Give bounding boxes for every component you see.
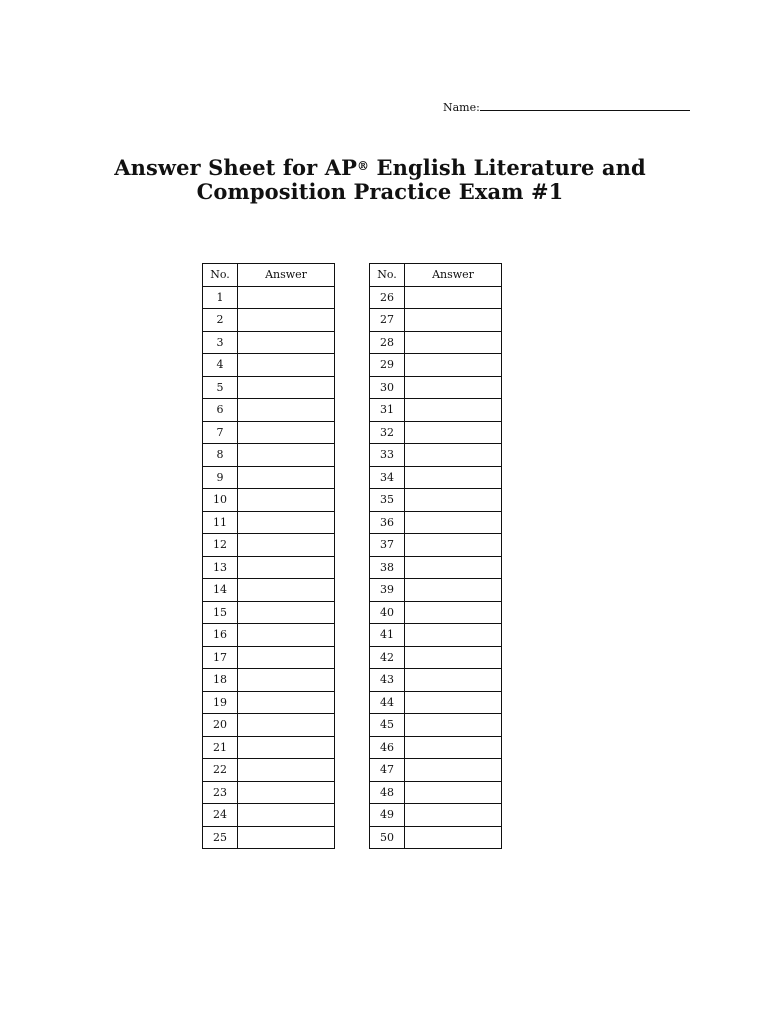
answer-cell[interactable] [238, 354, 335, 377]
table-row [203, 444, 335, 467]
table-row [203, 511, 335, 534]
answer-cell[interactable] [405, 399, 502, 422]
table-row [203, 354, 335, 377]
answer-cell[interactable] [405, 354, 502, 377]
question-number: 43 [370, 669, 405, 692]
question-number: 46 [370, 736, 405, 759]
question-number: 42 [370, 646, 405, 669]
title-line1-part-b: English Literature and [369, 155, 646, 180]
question-number: 5 [203, 376, 238, 399]
answer-cell[interactable] [405, 781, 502, 804]
question-number: 47 [370, 759, 405, 782]
column-header-answer: Answer [238, 264, 335, 287]
question-number: 37 [370, 534, 405, 557]
table-row [370, 781, 502, 804]
question-number: 8 [203, 444, 238, 467]
table-row [370, 286, 502, 309]
question-number: 25 [203, 826, 238, 849]
table-row [203, 781, 335, 804]
answer-cell[interactable] [238, 421, 335, 444]
answer-cell[interactable] [238, 601, 335, 624]
answer-cell[interactable] [405, 601, 502, 624]
answer-cell[interactable] [405, 646, 502, 669]
question-number: 2 [203, 309, 238, 332]
column-header-no: No. [203, 264, 238, 287]
answer-cell[interactable] [405, 579, 502, 602]
table-row [370, 624, 502, 647]
table-row [203, 669, 335, 692]
question-number: 39 [370, 579, 405, 602]
table-row [370, 421, 502, 444]
question-number: 22 [203, 759, 238, 782]
answer-cell[interactable] [238, 331, 335, 354]
question-number: 17 [203, 646, 238, 669]
answer-cell[interactable] [405, 624, 502, 647]
question-number: 9 [203, 466, 238, 489]
answer-table-right [369, 263, 502, 849]
question-number: 23 [203, 781, 238, 804]
question-number: 18 [203, 669, 238, 692]
answer-cell[interactable] [405, 556, 502, 579]
answer-cell[interactable] [405, 444, 502, 467]
answer-cell[interactable] [238, 736, 335, 759]
answer-cell[interactable] [405, 804, 502, 827]
table-row [370, 736, 502, 759]
table-row [370, 691, 502, 714]
answer-cell[interactable] [405, 511, 502, 534]
table-row [203, 714, 335, 737]
answer-cell[interactable] [405, 826, 502, 849]
answer-cell[interactable] [238, 781, 335, 804]
answer-cell[interactable] [405, 376, 502, 399]
table-row [203, 736, 335, 759]
table-row [370, 804, 502, 827]
question-number: 15 [203, 601, 238, 624]
answer-cell[interactable] [405, 286, 502, 309]
table-row [203, 286, 335, 309]
question-number: 44 [370, 691, 405, 714]
table-row [203, 826, 335, 849]
title-line1-part-a: Answer Sheet for AP [114, 155, 357, 180]
question-number: 14 [203, 579, 238, 602]
table-row [370, 309, 502, 332]
table-row [370, 669, 502, 692]
answer-cell[interactable] [238, 826, 335, 849]
question-number: 36 [370, 511, 405, 534]
question-number: 10 [203, 489, 238, 512]
question-number: 34 [370, 466, 405, 489]
question-number: 32 [370, 421, 405, 444]
question-number: 45 [370, 714, 405, 737]
table-row [370, 601, 502, 624]
name-field [443, 100, 690, 114]
table-row [370, 511, 502, 534]
answer-cell[interactable] [405, 669, 502, 692]
answer-cell[interactable] [238, 286, 335, 309]
name-label: Name: [443, 101, 480, 114]
answer-cell[interactable] [238, 691, 335, 714]
table-row [203, 466, 335, 489]
question-number: 7 [203, 421, 238, 444]
table-row [370, 714, 502, 737]
column-header-answer: Answer [405, 264, 502, 287]
name-blank-line[interactable] [480, 100, 690, 111]
answer-cell[interactable] [238, 579, 335, 602]
table-row [370, 579, 502, 602]
answer-cell[interactable] [405, 736, 502, 759]
question-number: 16 [203, 624, 238, 647]
answer-table-left [202, 263, 335, 849]
answer-cell[interactable] [238, 804, 335, 827]
table-row [370, 444, 502, 467]
answer-cell[interactable] [238, 669, 335, 692]
answer-cell[interactable] [238, 399, 335, 422]
table-row [203, 489, 335, 512]
table-row [203, 534, 335, 557]
question-number: 21 [203, 736, 238, 759]
question-number: 1 [203, 286, 238, 309]
table-row [203, 601, 335, 624]
question-number: 11 [203, 511, 238, 534]
registered-mark: ® [356, 159, 370, 173]
question-number: 13 [203, 556, 238, 579]
page-title [80, 156, 680, 204]
table-row [203, 759, 335, 782]
answer-cell[interactable] [405, 534, 502, 557]
answer-cell[interactable] [238, 489, 335, 512]
table-row [203, 331, 335, 354]
question-number: 33 [370, 444, 405, 467]
table-row [370, 354, 502, 377]
table-row [370, 489, 502, 512]
table-row [203, 646, 335, 669]
table-row [203, 691, 335, 714]
table-row [203, 556, 335, 579]
column-header-no: No. [370, 264, 405, 287]
title-line2: Composition Practice Exam #1 [196, 179, 564, 204]
answer-cell[interactable] [238, 646, 335, 669]
question-number: 40 [370, 601, 405, 624]
table-row [203, 399, 335, 422]
question-number: 31 [370, 399, 405, 422]
answer-cell[interactable] [405, 759, 502, 782]
answer-cell[interactable] [238, 444, 335, 467]
question-number: 12 [203, 534, 238, 557]
answer-cell[interactable] [405, 714, 502, 737]
answer-cell[interactable] [238, 511, 335, 534]
answer-cell[interactable] [405, 466, 502, 489]
table-row [203, 376, 335, 399]
question-number: 41 [370, 624, 405, 647]
answer-cell[interactable] [405, 309, 502, 332]
table-row [203, 309, 335, 332]
question-number: 3 [203, 331, 238, 354]
question-number: 4 [203, 354, 238, 377]
table-row [370, 646, 502, 669]
question-number: 49 [370, 804, 405, 827]
table-row [370, 466, 502, 489]
answer-cell[interactable] [238, 534, 335, 557]
question-number: 29 [370, 354, 405, 377]
question-number: 19 [203, 691, 238, 714]
question-number: 27 [370, 309, 405, 332]
table-header-row [370, 264, 502, 287]
table-row [203, 579, 335, 602]
question-number: 50 [370, 826, 405, 849]
table-row [370, 759, 502, 782]
question-number: 38 [370, 556, 405, 579]
answer-cell[interactable] [405, 331, 502, 354]
question-number: 30 [370, 376, 405, 399]
table-row [370, 826, 502, 849]
table-row [203, 421, 335, 444]
table-row [203, 804, 335, 827]
table-row [370, 376, 502, 399]
question-number: 24 [203, 804, 238, 827]
question-number: 6 [203, 399, 238, 422]
answer-cell[interactable] [405, 489, 502, 512]
question-number: 26 [370, 286, 405, 309]
answer-cell[interactable] [238, 714, 335, 737]
answer-cell[interactable] [238, 466, 335, 489]
answer-cell[interactable] [238, 624, 335, 647]
table-header-row [203, 264, 335, 287]
table-row [203, 624, 335, 647]
answer-cell[interactable] [238, 309, 335, 332]
table-row [370, 534, 502, 557]
answer-cell[interactable] [405, 691, 502, 714]
answer-cell[interactable] [238, 376, 335, 399]
answer-cell[interactable] [238, 556, 335, 579]
answer-cell[interactable] [405, 421, 502, 444]
question-number: 28 [370, 331, 405, 354]
answer-cell[interactable] [238, 759, 335, 782]
question-number: 48 [370, 781, 405, 804]
table-row [370, 331, 502, 354]
table-row [370, 556, 502, 579]
question-number: 35 [370, 489, 405, 512]
table-row [370, 399, 502, 422]
question-number: 20 [203, 714, 238, 737]
